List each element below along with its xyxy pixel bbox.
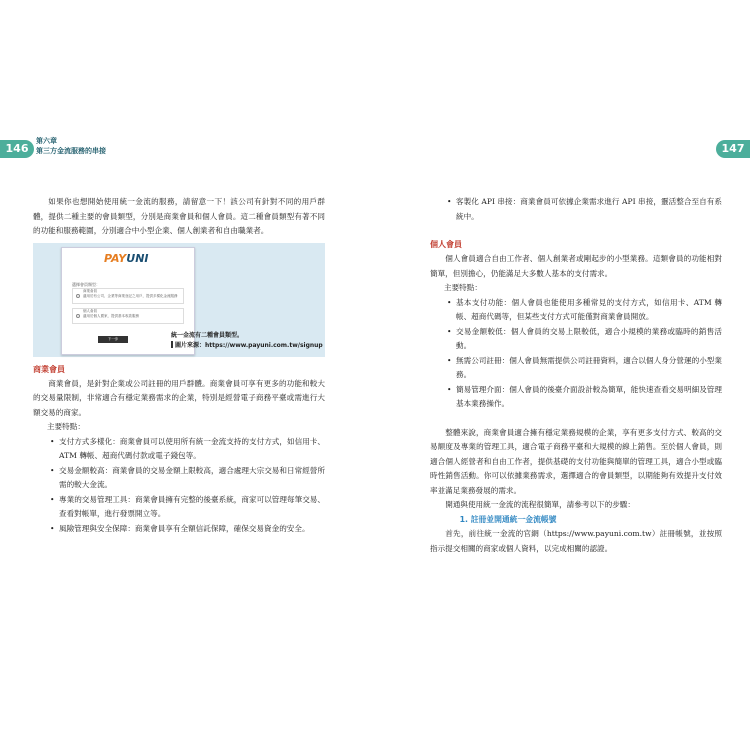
caption-line-1: 統一金流有二種會員類型。 — [171, 331, 244, 339]
flow-intro: 開通與使用統一金流的流程很簡單，請參考以下的步驟： — [445, 500, 636, 509]
bullet-text: 風險管理與安全保障：商業會員享有全額信託保障，確保交易資金的安全。 — [59, 523, 310, 533]
page-number-right: 147 — [716, 140, 750, 158]
bullet-text: 支付方式多樣化：商業會員可以使用所有統一金流支持的支付方式，如信用卡、ATM 轉帳、超商代碼付款或電子錢包等。 — [59, 436, 325, 460]
chapter-header — [36, 136, 106, 156]
list-item — [430, 195, 722, 224]
step-1-paragraph: 首先，前往統一金流的官網（https://www.payuni.com.tw）註冊帳號，並按照指示提交相關的商家或個人資料，以完成相關的認證。 — [430, 529, 722, 553]
bullet-text: 交易金額較高：商業會員的交易金額上限較高，適合處理大宗交易和日常經營所需的較大金流。 — [59, 465, 325, 489]
bullet-text: 基本支付功能：個人會員也能使用多種常見的支付方式，如信用卡、ATM 轉帳、超商代碼等，但某些支付方式可能僅對商業會員開放。 — [456, 297, 722, 321]
left-page — [33, 195, 325, 536]
bullet-icon: • — [50, 465, 55, 475]
bullet-icon: • — [447, 384, 452, 394]
personal-member-heading: 個人會員 — [430, 240, 462, 249]
member-type-prompt: 選擇會員類型： — [72, 281, 100, 287]
business-member-heading: 商業會員 — [33, 364, 65, 374]
api-bullet-list — [430, 195, 722, 224]
bullet-text: 交易金額較低：個人會員的交易上限較低，適合小規模的業務或臨時的銷售活動。 — [456, 326, 722, 350]
right-page — [430, 195, 722, 556]
logo-pay-text: PAY — [104, 251, 127, 265]
chapter-number: 第六章 — [36, 137, 57, 145]
list-item — [33, 435, 325, 464]
radio-icon[interactable] — [76, 294, 80, 298]
list-item — [430, 325, 722, 354]
bullet-icon: • — [447, 297, 452, 307]
option-desc: 適用於個人賣家，提供基本收款服務 — [83, 313, 139, 318]
list-item — [33, 522, 325, 537]
bullet-icon: • — [447, 355, 452, 365]
signup-figure — [33, 243, 325, 357]
bullet-text: 專業的交易管理工具：商業會員擁有完整的後臺系統，商家可以管理每筆交易、查看對帳單，進行發票開立等。 — [59, 494, 325, 518]
logo-uni-text: UNI — [126, 251, 149, 265]
chapter-title: 第三方金流服務的串接 — [36, 147, 106, 155]
option-desc: 適用於有公司、企業等商業登記之用戶，提供多樣化金流服務 — [83, 293, 178, 298]
bullet-icon: • — [447, 197, 452, 206]
business-features-list — [33, 435, 325, 537]
features-subhead: 主要特點： — [47, 422, 85, 431]
spacer — [430, 412, 722, 426]
business-member-paragraph: 商業會員，是針對企業或公司註冊的用戶群體。商業會員可享有更多的功能和較大的交易量限制，非常適合有穩定業務需求的企業，特別是經營電子商務平臺或需進行大額交易的商家。 — [33, 378, 325, 417]
list-item — [33, 464, 325, 493]
personal-features-list — [430, 296, 722, 412]
bullet-text: 簡易管理介面：個人會員的後臺介面設計較為簡單，能快速查看交易明細及管理基本業務操作。 — [456, 384, 722, 408]
list-item — [430, 383, 722, 412]
bullet-icon: • — [50, 436, 55, 446]
bullet-icon: • — [50, 523, 55, 533]
figure-caption — [171, 331, 323, 351]
spacer — [430, 224, 722, 238]
page-number-left: 146 — [0, 140, 34, 158]
list-item — [430, 296, 722, 325]
bullet-icon: • — [50, 494, 55, 504]
caption-line-2: 圖片來源：https://www.payuni.com.tw/signup — [175, 341, 323, 349]
bullet-icon: • — [447, 326, 452, 336]
radio-icon[interactable] — [76, 314, 80, 318]
personal-member-option[interactable] — [72, 308, 184, 324]
summary-paragraph: 整體來說，商業會員適合擁有穩定業務規模的企業，享有更多支付方式、較高的交易額度及專業的管理工具，適合電子商務平臺和大規模的線上銷售。至於個人會員，則適合個人經營者和自由工作者，提供基礎的支付功能與簡單的管理工具，適合小型或臨時性銷售活動。你可以依據業務需求，選擇適合的會員類型，以期能夠有效提升支付效率並滿足業務發展的需求。 — [430, 427, 722, 495]
features-subhead: 主要特點： — [444, 283, 482, 292]
list-item — [33, 493, 325, 522]
intro-paragraph: 如果你也想開始使用統一金流的服務，請留意一下！該公司有針對不同的用戶群體，提供二種主要的會員類型，分別是商業會員和個人會員。這二種會員類型有著不同的功能和服務範圍，分別適合中小型企業、個人創業者和自由職業者。 — [33, 197, 325, 235]
list-item — [430, 354, 722, 383]
option-title: 商業會員 — [83, 288, 97, 293]
business-member-option[interactable] — [72, 288, 184, 304]
bullet-text: 無需公司註冊：個人會員無需提供公司註冊資料，適合以個人身分營運的小型業務。 — [456, 355, 722, 379]
step-1-heading: 1. 註冊並開通統一金流帳號 — [459, 514, 557, 524]
payuni-logo — [104, 252, 149, 267]
caption-source — [171, 341, 323, 351]
next-button[interactable]: 下一步 — [98, 336, 128, 343]
option-title: 個人會員 — [83, 308, 97, 313]
caption-bar-icon — [171, 341, 173, 348]
personal-member-paragraph: 個人會員適合自由工作者、個人創業者或剛起步的小型業務。這類會員的功能相對簡單，但別擔心，仍能滿足大多數人基本的支付需求。 — [430, 254, 722, 278]
bullet-text: 客製化 API 串接：商業會員可依據企業需求進行 API 串接，靈活整合至自有系統中。 — [456, 197, 722, 221]
